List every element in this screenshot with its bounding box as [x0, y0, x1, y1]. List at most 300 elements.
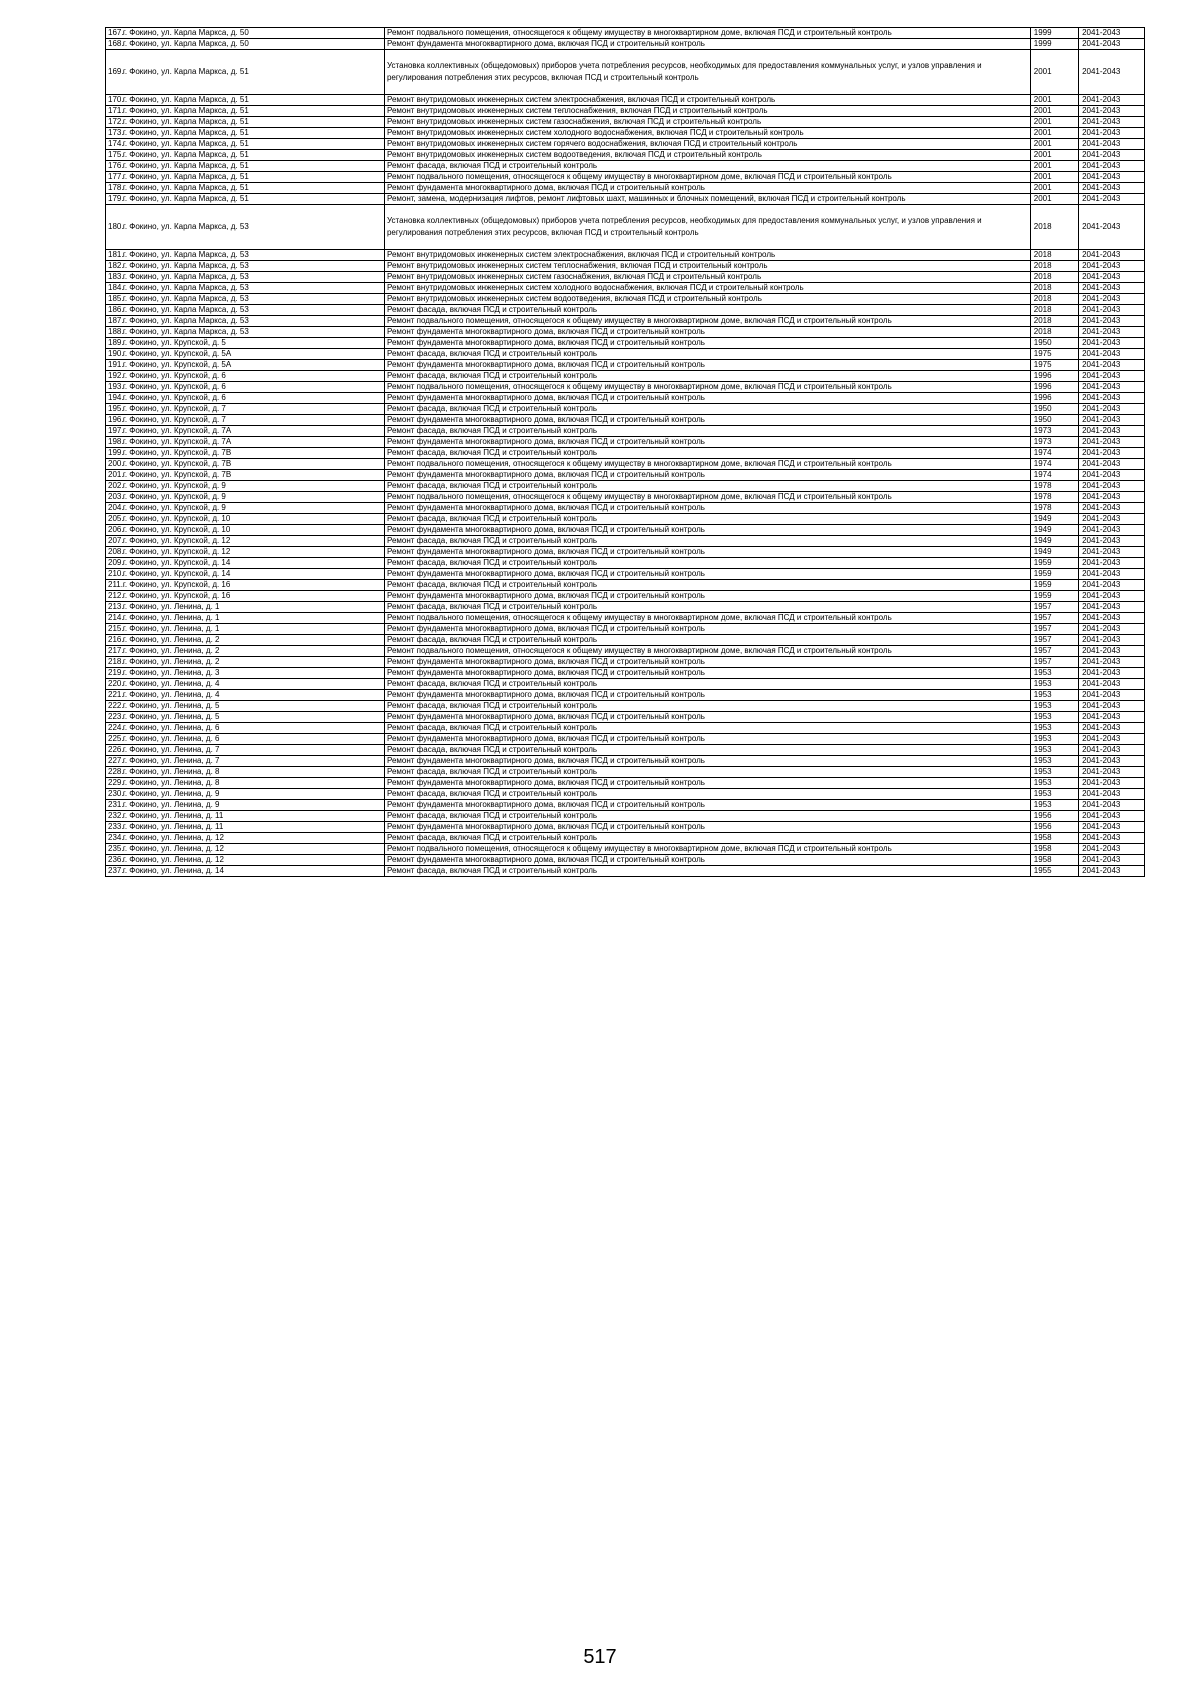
table-row [106, 558, 1145, 569]
row-address: г. Фокино, ул. Крупской, д. 16 [121, 580, 385, 591]
row-work-type: Ремонт внутридомовых инженерных систем теплоснабжения, включая ПСД и строительный контроль [384, 106, 1030, 117]
row-number: 180. [106, 205, 121, 250]
row-number: 203. [106, 492, 121, 503]
row-work-type: Ремонт подвального помещения, относящегося к общему имуществу в многоквартирном доме, включая ПСД и строительный контроль [384, 382, 1030, 393]
row-address: г. Фокино, ул. Крупской, д. 5 [121, 338, 385, 349]
row-planned-period: 2041-2043 [1079, 745, 1145, 756]
row-address: г. Фокино, ул. Ленина, д. 2 [121, 657, 385, 668]
row-number: 227. [106, 756, 121, 767]
row-build-year: 1953 [1030, 668, 1078, 679]
row-work-type: Ремонт фасада, включая ПСД и строительный контроль [384, 635, 1030, 646]
row-work-type: Ремонт фундамента многоквартирного дома, включая ПСД и строительный контроль [384, 547, 1030, 558]
row-number: 182. [106, 261, 121, 272]
row-number: 224. [106, 723, 121, 734]
row-work-type: Ремонт фундамента многоквартирного дома, включая ПСД и строительный контроль [384, 437, 1030, 448]
row-address: г. Фокино, ул. Крупской, д. 6 [121, 371, 385, 382]
table-row [106, 250, 1145, 261]
row-number: 211. [106, 580, 121, 591]
row-address: г. Фокино, ул. Ленина, д. 11 [121, 811, 385, 822]
row-planned-period: 2041-2043 [1079, 250, 1145, 261]
row-number: 226. [106, 745, 121, 756]
row-work-type: Ремонт внутридомовых инженерных систем теплоснабжения, включая ПСД и строительный контроль [384, 261, 1030, 272]
row-number: 188. [106, 327, 121, 338]
row-address: г. Фокино, ул. Крупской, д. 12 [121, 547, 385, 558]
row-build-year: 1959 [1030, 569, 1078, 580]
row-number: 212. [106, 591, 121, 602]
row-planned-period: 2041-2043 [1079, 624, 1145, 635]
row-address: г. Фокино, ул. Карла Маркса, д. 51 [121, 50, 385, 95]
table-row [106, 668, 1145, 679]
row-build-year: 1955 [1030, 866, 1078, 877]
table-row [106, 437, 1145, 448]
row-build-year: 1953 [1030, 745, 1078, 756]
row-build-year: 1949 [1030, 536, 1078, 547]
row-build-year: 2001 [1030, 150, 1078, 161]
row-number: 195. [106, 404, 121, 415]
row-work-type: Установка коллективных (общедомовых) приборов учета потребления ресурсов, необходимых для предоставления коммунальных услуг, и узлов управления и регулирования потребления этих ресурсов, включая ПСД и строительный контроль [384, 205, 1030, 250]
row-number: 221. [106, 690, 121, 701]
row-build-year: 2018 [1030, 250, 1078, 261]
row-planned-period: 2041-2043 [1079, 844, 1145, 855]
row-address: г. Фокино, ул. Ленина, д. 9 [121, 789, 385, 800]
row-build-year: 2018 [1030, 205, 1078, 250]
row-build-year: 1975 [1030, 349, 1078, 360]
table-row [106, 448, 1145, 459]
row-address: г. Фокино, ул. Карла Маркса, д. 51 [121, 150, 385, 161]
row-work-type: Ремонт фундамента многоквартирного дома, включая ПСД и строительный контроль [384, 183, 1030, 194]
row-build-year: 2001 [1030, 161, 1078, 172]
row-build-year: 1953 [1030, 778, 1078, 789]
row-number: 191. [106, 360, 121, 371]
row-work-type: Ремонт внутридомовых инженерных систем горячего водоснабжения, включая ПСД и строительный контроль [384, 139, 1030, 150]
row-work-type: Ремонт фундамента многоквартирного дома, включая ПСД и строительный контроль [384, 39, 1030, 50]
row-number: 193. [106, 382, 121, 393]
row-address: г. Фокино, ул. Карла Маркса, д. 51 [121, 172, 385, 183]
row-work-type: Ремонт фасада, включая ПСД и строительный контроль [384, 679, 1030, 690]
row-planned-period: 2041-2043 [1079, 139, 1145, 150]
row-work-type: Ремонт фундамента многоквартирного дома, включая ПСД и строительный контроль [384, 360, 1030, 371]
row-work-type: Ремонт фасада, включая ПСД и строительный контроль [384, 701, 1030, 712]
row-planned-period: 2041-2043 [1079, 679, 1145, 690]
row-address: г. Фокино, ул. Ленина, д. 3 [121, 668, 385, 679]
row-address: г. Фокино, ул. Ленина, д. 6 [121, 734, 385, 745]
row-planned-period: 2041-2043 [1079, 789, 1145, 800]
row-build-year: 2018 [1030, 294, 1078, 305]
row-build-year: 1974 [1030, 448, 1078, 459]
row-planned-period: 2041-2043 [1079, 382, 1145, 393]
row-build-year: 2001 [1030, 172, 1078, 183]
row-planned-period: 2041-2043 [1079, 327, 1145, 338]
row-build-year: 1978 [1030, 492, 1078, 503]
table-row [106, 415, 1145, 426]
row-number: 202. [106, 481, 121, 492]
row-work-type: Ремонт фасада, включая ПСД и строительный контроль [384, 767, 1030, 778]
row-address: г. Фокино, ул. Крупской, д. 14 [121, 569, 385, 580]
row-planned-period: 2041-2043 [1079, 426, 1145, 437]
row-work-type: Ремонт фасада, включая ПСД и строительный контроль [384, 371, 1030, 382]
row-build-year: 2001 [1030, 117, 1078, 128]
row-build-year: 1949 [1030, 547, 1078, 558]
row-number: 223. [106, 712, 121, 723]
row-build-year: 1953 [1030, 767, 1078, 778]
row-planned-period: 2041-2043 [1079, 106, 1145, 117]
row-build-year: 1999 [1030, 39, 1078, 50]
row-build-year: 2018 [1030, 283, 1078, 294]
row-address: г. Фокино, ул. Карла Маркса, д. 51 [121, 183, 385, 194]
row-planned-period: 2041-2043 [1079, 822, 1145, 833]
document-sheet [105, 27, 1145, 877]
table-row [106, 712, 1145, 723]
row-planned-period: 2041-2043 [1079, 602, 1145, 613]
row-number: 236. [106, 855, 121, 866]
row-number: 217. [106, 646, 121, 657]
row-planned-period: 2041-2043 [1079, 360, 1145, 371]
row-build-year: 2001 [1030, 183, 1078, 194]
row-address: г. Фокино, ул. Ленина, д. 12 [121, 833, 385, 844]
row-work-type: Ремонт фундамента многоквартирного дома, включая ПСД и строительный контроль [384, 569, 1030, 580]
row-address: г. Фокино, ул. Ленина, д. 12 [121, 844, 385, 855]
table-row [106, 745, 1145, 756]
row-number: 208. [106, 547, 121, 558]
table-row [106, 327, 1145, 338]
row-address: г. Фокино, ул. Карла Маркса, д. 51 [121, 106, 385, 117]
table-row [106, 778, 1145, 789]
row-work-type: Ремонт фундамента многоквартирного дома, включая ПСД и строительный контроль [384, 690, 1030, 701]
row-planned-period: 2041-2043 [1079, 338, 1145, 349]
row-planned-period: 2041-2043 [1079, 150, 1145, 161]
row-planned-period: 2041-2043 [1079, 833, 1145, 844]
row-planned-period: 2041-2043 [1079, 172, 1145, 183]
table-row [106, 756, 1145, 767]
row-planned-period: 2041-2043 [1079, 481, 1145, 492]
row-number: 197. [106, 426, 121, 437]
row-planned-period: 2041-2043 [1079, 194, 1145, 205]
table-row [106, 150, 1145, 161]
row-planned-period: 2041-2043 [1079, 117, 1145, 128]
row-work-type: Ремонт фундамента многоквартирного дома, включая ПСД и строительный контроль [384, 327, 1030, 338]
row-address: г. Фокино, ул. Крупской, д. 10 [121, 514, 385, 525]
row-work-type: Ремонт фундамента многоквартирного дома, включая ПСД и строительный контроль [384, 855, 1030, 866]
row-planned-period: 2041-2043 [1079, 866, 1145, 877]
row-number: 169. [106, 50, 121, 95]
table-row [106, 382, 1145, 393]
table-row [106, 95, 1145, 106]
row-work-type: Ремонт внутридомовых инженерных систем холодного водоснабжения, включая ПСД и строительный контроль [384, 128, 1030, 139]
table-row [106, 338, 1145, 349]
row-planned-period: 2041-2043 [1079, 558, 1145, 569]
row-build-year: 2001 [1030, 106, 1078, 117]
row-planned-period: 2041-2043 [1079, 525, 1145, 536]
row-number: 184. [106, 283, 121, 294]
row-address: г. Фокино, ул. Карла Маркса, д. 51 [121, 95, 385, 106]
row-work-type: Ремонт подвального помещения, относящегося к общему имуществу в многоквартирном доме, включая ПСД и строительный контроль [384, 28, 1030, 39]
table-row [106, 28, 1145, 39]
row-work-type: Ремонт внутридомовых инженерных систем газоснабжения, включая ПСД и строительный контроль [384, 117, 1030, 128]
row-work-type: Ремонт фасада, включая ПСД и строительный контроль [384, 426, 1030, 437]
row-build-year: 1957 [1030, 646, 1078, 657]
row-work-type: Ремонт фасада, включая ПСД и строительный контроль [384, 481, 1030, 492]
row-work-type: Ремонт фасада, включая ПСД и строительный контроль [384, 305, 1030, 316]
row-planned-period: 2041-2043 [1079, 316, 1145, 327]
table-row [106, 459, 1145, 470]
row-build-year: 1956 [1030, 822, 1078, 833]
row-planned-period: 2041-2043 [1079, 371, 1145, 382]
row-work-type: Ремонт фундамента многоквартирного дома, включая ПСД и строительный контроль [384, 778, 1030, 789]
row-build-year: 1953 [1030, 756, 1078, 767]
row-address: г. Фокино, ул. Ленина, д. 6 [121, 723, 385, 734]
table-row [106, 205, 1145, 250]
row-build-year: 1957 [1030, 657, 1078, 668]
table-row [106, 723, 1145, 734]
row-work-type: Ремонт внутридомовых инженерных систем водоотведения, включая ПСД и строительный контроль [384, 294, 1030, 305]
row-number: 232. [106, 811, 121, 822]
row-planned-period: 2041-2043 [1079, 261, 1145, 272]
table-row [106, 50, 1145, 95]
row-work-type: Ремонт внутридомовых инженерных систем газоснабжения, включая ПСД и строительный контроль [384, 272, 1030, 283]
row-planned-period: 2041-2043 [1079, 28, 1145, 39]
repair-schedule-table [105, 27, 1145, 877]
row-address: г. Фокино, ул. Крупской, д. 6 [121, 393, 385, 404]
row-work-type: Ремонт фундамента многоквартирного дома, включая ПСД и строительный контроль [384, 415, 1030, 426]
row-planned-period: 2041-2043 [1079, 283, 1145, 294]
row-build-year: 1953 [1030, 723, 1078, 734]
row-planned-period: 2041-2043 [1079, 503, 1145, 514]
row-planned-period: 2041-2043 [1079, 448, 1145, 459]
row-build-year: 1949 [1030, 525, 1078, 536]
table-row [106, 128, 1145, 139]
row-number: 201. [106, 470, 121, 481]
row-work-type: Ремонт фундамента многоквартирного дома, включая ПСД и строительный контроль [384, 657, 1030, 668]
row-planned-period: 2041-2043 [1079, 161, 1145, 172]
row-build-year: 1958 [1030, 833, 1078, 844]
row-address: г. Фокино, ул. Крупской, д. 5А [121, 349, 385, 360]
row-planned-period: 2041-2043 [1079, 514, 1145, 525]
row-number: 178. [106, 183, 121, 194]
row-address: г. Фокино, ул. Карла Маркса, д. 53 [121, 316, 385, 327]
row-address: г. Фокино, ул. Крупской, д. 7 [121, 415, 385, 426]
row-number: 234. [106, 833, 121, 844]
row-planned-period: 2041-2043 [1079, 734, 1145, 745]
row-build-year: 1958 [1030, 855, 1078, 866]
row-work-type: Ремонт фасада, включая ПСД и строительный контроль [384, 161, 1030, 172]
row-number: 175. [106, 150, 121, 161]
row-build-year: 1996 [1030, 393, 1078, 404]
row-number: 171. [106, 106, 121, 117]
row-build-year: 2018 [1030, 305, 1078, 316]
table-row [106, 194, 1145, 205]
row-number: 231. [106, 800, 121, 811]
row-number: 237. [106, 866, 121, 877]
row-work-type: Ремонт подвального помещения, относящегося к общему имуществу в многоквартирном доме, включая ПСД и строительный контроль [384, 844, 1030, 855]
row-address: г. Фокино, ул. Ленина, д. 11 [121, 822, 385, 833]
table-row [106, 657, 1145, 668]
table-row [106, 811, 1145, 822]
table-row [106, 261, 1145, 272]
row-number: 172. [106, 117, 121, 128]
row-work-type: Ремонт фундамента многоквартирного дома, включая ПСД и строительный контроль [384, 525, 1030, 536]
row-address: г. Фокино, ул. Крупской, д. 16 [121, 591, 385, 602]
row-address: г. Фокино, ул. Крупской, д. 7В [121, 470, 385, 481]
row-build-year: 2018 [1030, 272, 1078, 283]
table-row [106, 172, 1145, 183]
table-row [106, 855, 1145, 866]
table-body [106, 28, 1145, 877]
row-planned-period: 2041-2043 [1079, 492, 1145, 503]
row-planned-period: 2041-2043 [1079, 305, 1145, 316]
row-address: г. Фокино, ул. Крупской, д. 7В [121, 448, 385, 459]
row-planned-period: 2041-2043 [1079, 635, 1145, 646]
table-row [106, 800, 1145, 811]
row-build-year: 1950 [1030, 415, 1078, 426]
row-planned-period: 2041-2043 [1079, 437, 1145, 448]
row-address: г. Фокино, ул. Крупской, д. 9 [121, 492, 385, 503]
row-planned-period: 2041-2043 [1079, 646, 1145, 657]
row-planned-period: 2041-2043 [1079, 404, 1145, 415]
row-work-type: Ремонт фундамента многоквартирного дома, включая ПСД и строительный контроль [384, 338, 1030, 349]
table-row [106, 283, 1145, 294]
row-build-year: 2001 [1030, 194, 1078, 205]
row-planned-period: 2041-2043 [1079, 701, 1145, 712]
row-number: 170. [106, 95, 121, 106]
row-planned-period: 2041-2043 [1079, 855, 1145, 866]
row-number: 186. [106, 305, 121, 316]
row-address: г. Фокино, ул. Карла Маркса, д. 53 [121, 327, 385, 338]
row-build-year: 1957 [1030, 635, 1078, 646]
row-number: 196. [106, 415, 121, 426]
row-number: 199. [106, 448, 121, 459]
row-address: г. Фокино, ул. Карла Маркса, д. 53 [121, 305, 385, 316]
row-build-year: 1953 [1030, 734, 1078, 745]
row-work-type: Ремонт фасада, включая ПСД и строительный контроль [384, 811, 1030, 822]
row-number: 230. [106, 789, 121, 800]
row-number: 173. [106, 128, 121, 139]
row-work-type: Ремонт фундамента многоквартирного дома, включая ПСД и строительный контроль [384, 591, 1030, 602]
row-planned-period: 2041-2043 [1079, 591, 1145, 602]
row-address: г. Фокино, ул. Карла Маркса, д. 53 [121, 205, 385, 250]
row-planned-period: 2041-2043 [1079, 95, 1145, 106]
table-row [106, 349, 1145, 360]
row-work-type: Ремонт фасада, включая ПСД и строительный контроль [384, 789, 1030, 800]
row-number: 214. [106, 613, 121, 624]
row-build-year: 2018 [1030, 261, 1078, 272]
row-build-year: 1956 [1030, 811, 1078, 822]
row-address: г. Фокино, ул. Карла Маркса, д. 51 [121, 128, 385, 139]
row-address: г. Фокино, ул. Крупской, д. 9 [121, 503, 385, 514]
table-row [106, 591, 1145, 602]
row-address: г. Фокино, ул. Карла Маркса, д. 53 [121, 283, 385, 294]
row-number: 233. [106, 822, 121, 833]
row-address: г. Фокино, ул. Карла Маркса, д. 50 [121, 28, 385, 39]
row-address: г. Фокино, ул. Крупской, д. 7А [121, 437, 385, 448]
row-number: 225. [106, 734, 121, 745]
row-planned-period: 2041-2043 [1079, 39, 1145, 50]
row-address: г. Фокино, ул. Крупской, д. 12 [121, 536, 385, 547]
row-address: г. Фокино, ул. Ленина, д. 1 [121, 624, 385, 635]
row-planned-period: 2041-2043 [1079, 569, 1145, 580]
row-work-type: Установка коллективных (общедомовых) приборов учета потребления ресурсов, необходимых для предоставления коммунальных услуг, и узлов управления и регулирования потребления этих ресурсов, включая ПСД и строительный контроль [384, 50, 1030, 95]
row-address: г. Фокино, ул. Ленина, д. 4 [121, 690, 385, 701]
row-work-type: Ремонт подвального помещения, относящегося к общему имуществу в многоквартирном доме, включая ПСД и строительный контроль [384, 492, 1030, 503]
row-build-year: 1959 [1030, 580, 1078, 591]
row-build-year: 1953 [1030, 701, 1078, 712]
row-address: г. Фокино, ул. Ленина, д. 5 [121, 712, 385, 723]
row-number: 190. [106, 349, 121, 360]
row-address: г. Фокино, ул. Ленина, д. 7 [121, 756, 385, 767]
table-row [106, 866, 1145, 877]
table-row [106, 679, 1145, 690]
row-planned-period: 2041-2043 [1079, 613, 1145, 624]
row-address: г. Фокино, ул. Карла Маркса, д. 51 [121, 139, 385, 150]
row-number: 220. [106, 679, 121, 690]
row-work-type: Ремонт фундамента многоквартирного дома, включая ПСД и строительный контроль [384, 503, 1030, 514]
row-work-type: Ремонт подвального помещения, относящегося к общему имуществу в многоквартирном доме, включая ПСД и строительный контроль [384, 172, 1030, 183]
row-number: 200. [106, 459, 121, 470]
row-work-type: Ремонт внутридомовых инженерных систем холодного водоснабжения, включая ПСД и строительный контроль [384, 283, 1030, 294]
row-work-type: Ремонт фасада, включая ПСД и строительный контроль [384, 580, 1030, 591]
row-work-type: Ремонт фасада, включая ПСД и строительный контроль [384, 745, 1030, 756]
row-work-type: Ремонт фундамента многоквартирного дома, включая ПСД и строительный контроль [384, 800, 1030, 811]
table-row [106, 822, 1145, 833]
table-row [106, 635, 1145, 646]
table-row [106, 503, 1145, 514]
row-work-type: Ремонт фундамента многоквартирного дома, включая ПСД и строительный контроль [384, 624, 1030, 635]
row-build-year: 2001 [1030, 139, 1078, 150]
table-row [106, 305, 1145, 316]
table-row [106, 106, 1145, 117]
row-planned-period: 2041-2043 [1079, 205, 1145, 250]
row-number: 216. [106, 635, 121, 646]
table-row [106, 393, 1145, 404]
row-planned-period: 2041-2043 [1079, 547, 1145, 558]
table-row [106, 789, 1145, 800]
row-build-year: 2001 [1030, 50, 1078, 95]
row-build-year: 1953 [1030, 800, 1078, 811]
row-build-year: 1959 [1030, 591, 1078, 602]
table-row [106, 690, 1145, 701]
row-address: г. Фокино, ул. Карла Маркса, д. 51 [121, 161, 385, 172]
row-number: 210. [106, 569, 121, 580]
row-number: 204. [106, 503, 121, 514]
row-number: 213. [106, 602, 121, 613]
row-planned-period: 2041-2043 [1079, 349, 1145, 360]
row-address: г. Фокино, ул. Крупской, д. 5А [121, 360, 385, 371]
row-planned-period: 2041-2043 [1079, 800, 1145, 811]
row-address: г. Фокино, ул. Крупской, д. 7А [121, 426, 385, 437]
row-planned-period: 2041-2043 [1079, 712, 1145, 723]
table-row [106, 492, 1145, 503]
table-row [106, 569, 1145, 580]
row-address: г. Фокино, ул. Ленина, д. 1 [121, 602, 385, 613]
row-address: г. Фокино, ул. Крупской, д. 10 [121, 525, 385, 536]
table-row [106, 470, 1145, 481]
table-row [106, 161, 1145, 172]
row-number: 187. [106, 316, 121, 327]
table-row [106, 646, 1145, 657]
table-row [106, 767, 1145, 778]
row-number: 219. [106, 668, 121, 679]
row-planned-period: 2041-2043 [1079, 657, 1145, 668]
table-row [106, 580, 1145, 591]
table-row [106, 833, 1145, 844]
row-build-year: 1953 [1030, 679, 1078, 690]
row-build-year: 1973 [1030, 437, 1078, 448]
row-planned-period: 2041-2043 [1079, 756, 1145, 767]
table-row [106, 701, 1145, 712]
row-work-type: Ремонт фундамента многоквартирного дома, включая ПСД и строительный контроль [384, 822, 1030, 833]
row-build-year: 1957 [1030, 624, 1078, 635]
row-work-type: Ремонт подвального помещения, относящегося к общему имуществу в многоквартирном доме, включая ПСД и строительный контроль [384, 459, 1030, 470]
row-build-year: 2018 [1030, 327, 1078, 338]
